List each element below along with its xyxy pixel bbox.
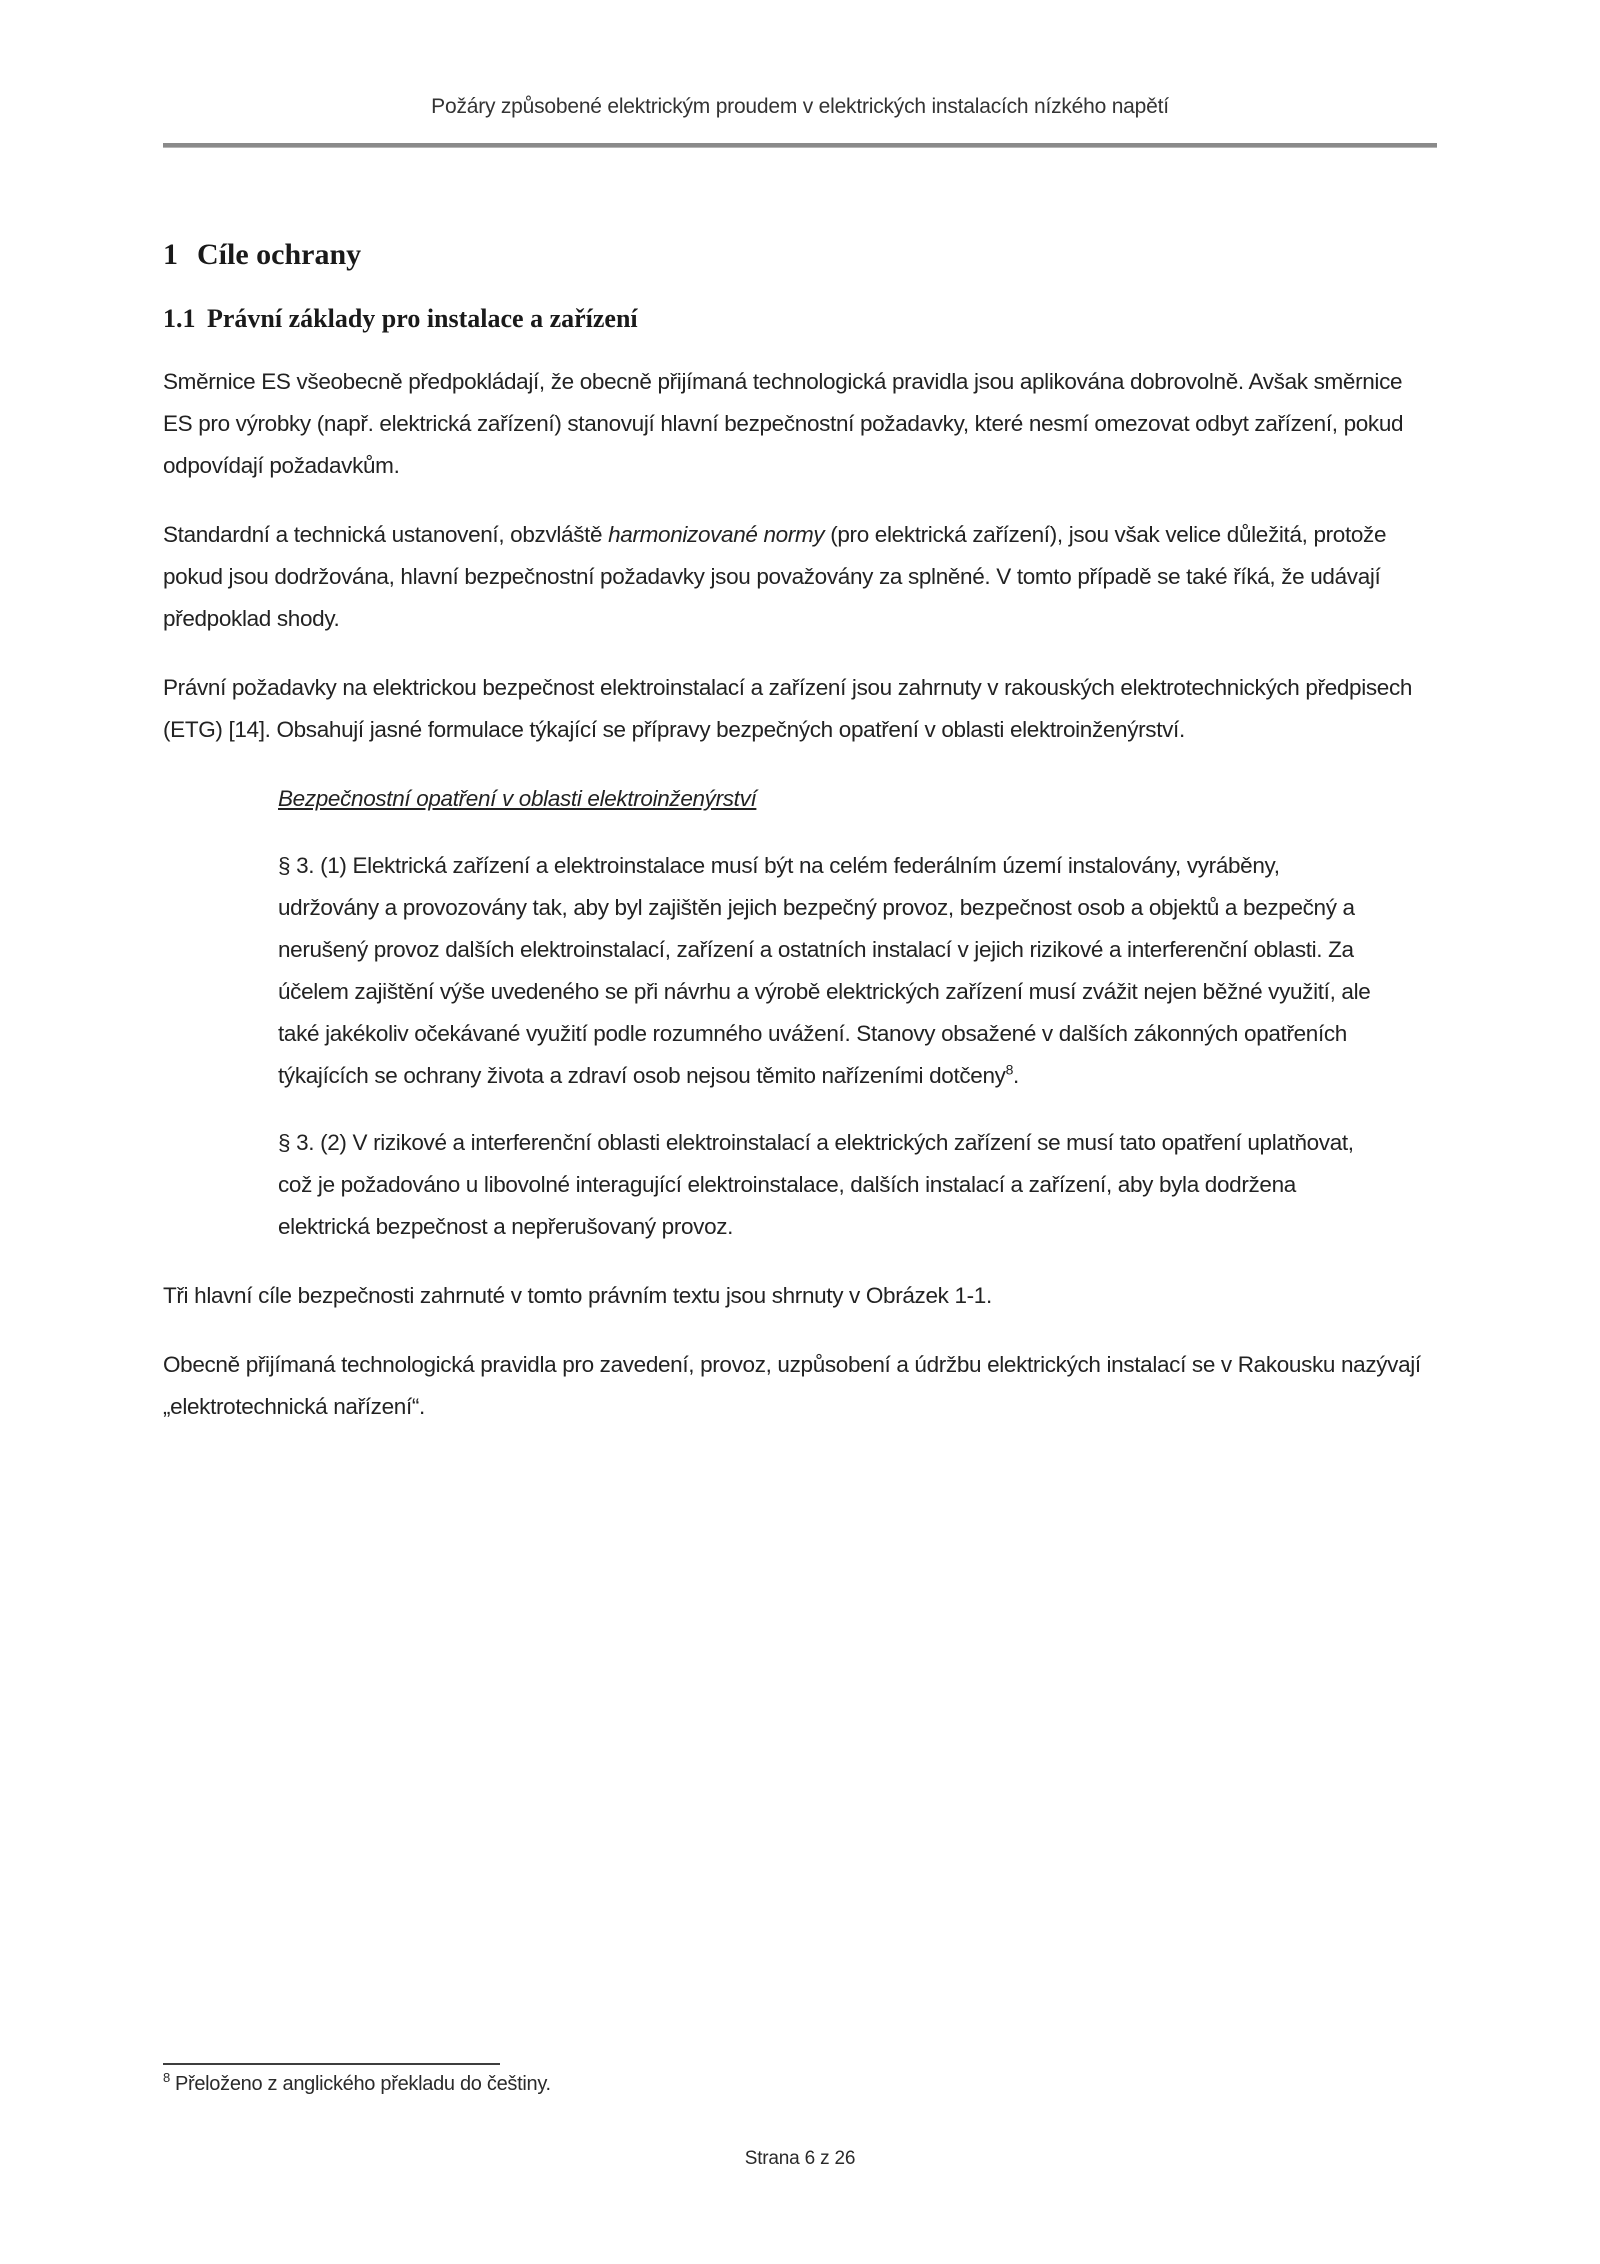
paragraph-standards-text-after: (pro elektrická zařízení), jsou však velice důležitá, protože pokud jsou dodržována, hlavní bezpečnostní požadavky jsou považovány za splněné. V tomto případě se také říká, že udávají předpoklad shody. (163, 522, 1387, 631)
section-number: 1 (163, 238, 178, 271)
footnote-divider (163, 2063, 500, 2065)
header-divider (163, 143, 1437, 148)
section-heading-1 (163, 238, 1437, 272)
paragraph-directives: Směrnice ES všeobecně předpokládají, že obecně přijímaná technologická pravidla jsou aplikována dobrovolně. Avšak směrnice ES pro výrobky (např. elektrická zařízení) stanovují hlavní bezpečnostní požadavky, které nesmí omezovat odbyt zařízení, pokud odpovídají požadavkům. (163, 369, 1404, 478)
paragraph-general-rules: Obecně přijímaná technologická pravidla pro zavedení, provoz, uzpůsobení a údržbu elektrických instalací se v Rakousku nazývají „elektrotechnická nařízení“. (163, 1352, 1421, 1419)
paragraph-standards-text-before: Standardní a technická ustanovení, obzvláště (163, 522, 609, 547)
section-title: Cíle ochrany (197, 238, 362, 271)
paragraph-standards (163, 514, 1437, 640)
regulation-3-1-period: . (1013, 1063, 1019, 1088)
footnote (163, 2070, 1063, 2096)
subsection-number: 1.1 (163, 304, 196, 333)
quoted-regulation-block (278, 778, 1382, 1248)
footnote-section (163, 2063, 1063, 2096)
document-body (163, 238, 1437, 1428)
regulation-paragraph-3-1 (278, 845, 1382, 1097)
footnote-number: 8 (163, 2070, 170, 2086)
harmonized-norms-italic: harmonizované normy (608, 522, 825, 547)
regulation-3-1-text: § 3. (1) Elektrická zařízení a elektroinstalace musí být na celém federálním území instalovány, vyráběny, udržovány a provozovány tak, aby byl zajištěn jejich bezpečný provoz, bezpečnost osob a objektů a bezpečný a nerušený provoz dalších elektroinstalací, zařízení a ostatních instalací v jejich rizikové a interferenční oblasti. Za účelem zajištění výše uvedeného se při návrhu a výrobě elektrických zařízení musí zvážit nejen běžné využití, ale také jakékoliv očekávané využití podle rozumného uvážení. Stanovy obsažené v dalších zákonných opatřeních týkajících se ochrany života a zdraví osob nejsou těmito nařízeními dotčeny (278, 853, 1371, 1088)
running-header-title: Požáry způsobené elektrickým proudem v elektrických instalacích nízkého napětí (431, 95, 1169, 118)
paragraph-legal-requirements: Právní požadavky na elektrickou bezpečnost elektroinstalací a zařízení jsou zahrnuty v rakouských elektrotechnických předpisech (ETG) [14]. Obsahují jasné formulace týkající se přípravy bezpečných opatření v oblasti elektroinženýrství. (163, 675, 1413, 742)
regulation-heading: Bezpečnostní opatření v oblasti elektroinženýrství (278, 786, 757, 811)
section-heading-1-1 (163, 304, 1437, 334)
footnote-body: Přeloženo z anglického překladu do češtiny. (174, 2073, 551, 2095)
footnote-reference: 8 (1005, 1061, 1014, 1078)
paragraph-three-goals: Tři hlavní cíle bezpečnosti zahrnuté v tomto právním textu jsou shrnuty v Obrázek 1-1. (163, 1283, 992, 1308)
subsection-title: Právní základy pro instalace a zařízení (207, 304, 638, 333)
page-header (163, 95, 1437, 148)
page-number: Strana 6 z 26 (744, 2148, 856, 2169)
regulation-paragraph-3-2: § 3. (2) V rizikové a interferenční oblasti elektroinstalací a elektrických zařízení se musí tato opatření uplatňovat, což je požadováno u libovolné interagující elektroinstalace, dalších instalací a zařízení, aby byla dodržena elektrická bezpečnost a nepřerušovaný provoz. (278, 1130, 1354, 1239)
